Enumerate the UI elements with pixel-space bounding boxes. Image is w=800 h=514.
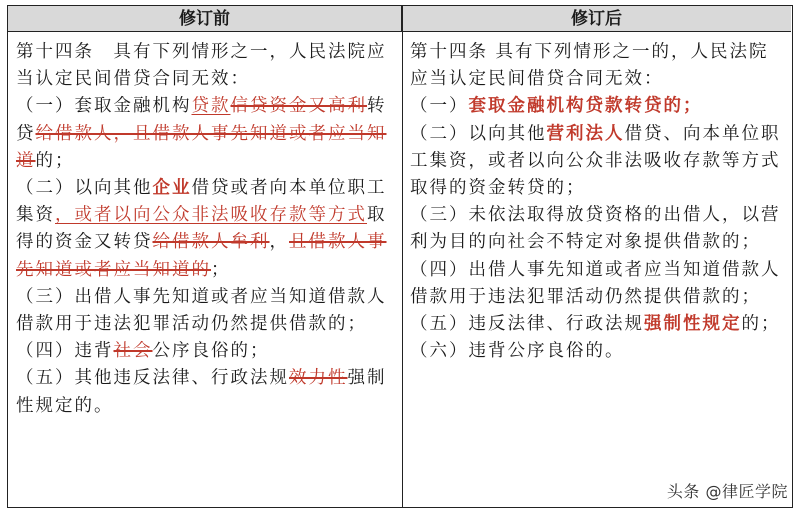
text-run-del: 效力性 (289, 368, 348, 389)
header-after: 修订后 (402, 6, 791, 32)
text-run-plain: （四）违背 (16, 341, 114, 362)
text-run-del: 且借款人事先知道或者应当知道的 (16, 232, 387, 280)
text-run-plain: 转贷 (16, 96, 387, 144)
text-run-plain: （五）违反法律、行政法规 (410, 314, 644, 335)
after-item-6: （六）违背公序良俗的。 (410, 341, 625, 362)
text-run-plain: （一） (410, 96, 469, 117)
text-run-plain: （五）其他违反法律、行政法规 (16, 368, 289, 389)
after-item-4: （四）出借人事先知道或者应当知道借款人借款用于违法犯罪活动仍然提供借款的； (410, 259, 781, 307)
before-intro: 第十四条 具有下列情形之一，人民法院应当认定民间借贷合同无效： (16, 42, 387, 90)
text-run-ins: ，或者以向公众非法吸收存款等方式 (55, 205, 367, 226)
text-run-plain: ； (211, 259, 231, 280)
text-run-plain: ， (269, 232, 289, 253)
text-run-ins: 贷款 (191, 96, 231, 117)
text-run-del: 给借款人牟利 (152, 232, 270, 253)
text-run-plain: （二）以向其他 (16, 178, 153, 199)
after-intro: 第十四条 具有下列情形之一的，人民法院应当认定民间借贷合同无效： (410, 42, 769, 90)
before-item-3: （三）出借人事先知道或者应当知道借款人借款用于违法犯罪活动仍然提供借款的； (16, 286, 387, 335)
header-before: 修订前 (8, 6, 402, 32)
after-item-2 (410, 121, 786, 203)
text-run-plain: 的； (741, 314, 781, 335)
before-item-2 (16, 175, 394, 284)
text-run-plain: 取得的资金又转贷 (16, 205, 387, 253)
after-item-5 (410, 311, 786, 338)
text-run-del: 信贷资金又高利 (230, 96, 367, 117)
before-item-4 (16, 338, 394, 365)
after-item-3: （三）未依法取得放贷资格的出借人，以营利为目的向社会不特定对象提供借款的； (410, 205, 781, 253)
text-run-plain: 公序良俗的； (152, 341, 270, 362)
text-run-redbold: 营利法人 (546, 123, 625, 144)
text-run-redbold: 套取金融机构贷款转贷的； (468, 96, 703, 117)
column-after (410, 39, 786, 365)
text-run-del: 社会 (113, 341, 153, 362)
text-run-redbold: 强制性规定 (644, 314, 742, 335)
text-run-plain: （二）以向其他 (410, 123, 547, 144)
text-run-plain: 强制性规定的。 (16, 368, 387, 416)
column-before (16, 39, 394, 420)
text-run-plain: 借贷或者向本单位职工集资 (16, 178, 387, 226)
after-item-1 (410, 93, 786, 120)
text-run-redbold: 企业 (152, 178, 192, 199)
text-run-plain: 的； (35, 150, 75, 171)
before-item-5 (16, 365, 394, 419)
before-item-1 (16, 93, 394, 175)
text-run-del: 给借款人，且借款人事先知道或者应当知道 (16, 123, 387, 171)
text-run-plain: 借贷、向本单位职工集资，或者以向公众非法吸收存款等方式取得的资金转贷的； (410, 123, 781, 199)
column-divider (402, 6, 403, 507)
comparison-table (7, 5, 793, 508)
text-run-plain: （一）套取金融机构 (16, 96, 192, 117)
watermark: 头条 @律匠学院 (666, 482, 788, 501)
